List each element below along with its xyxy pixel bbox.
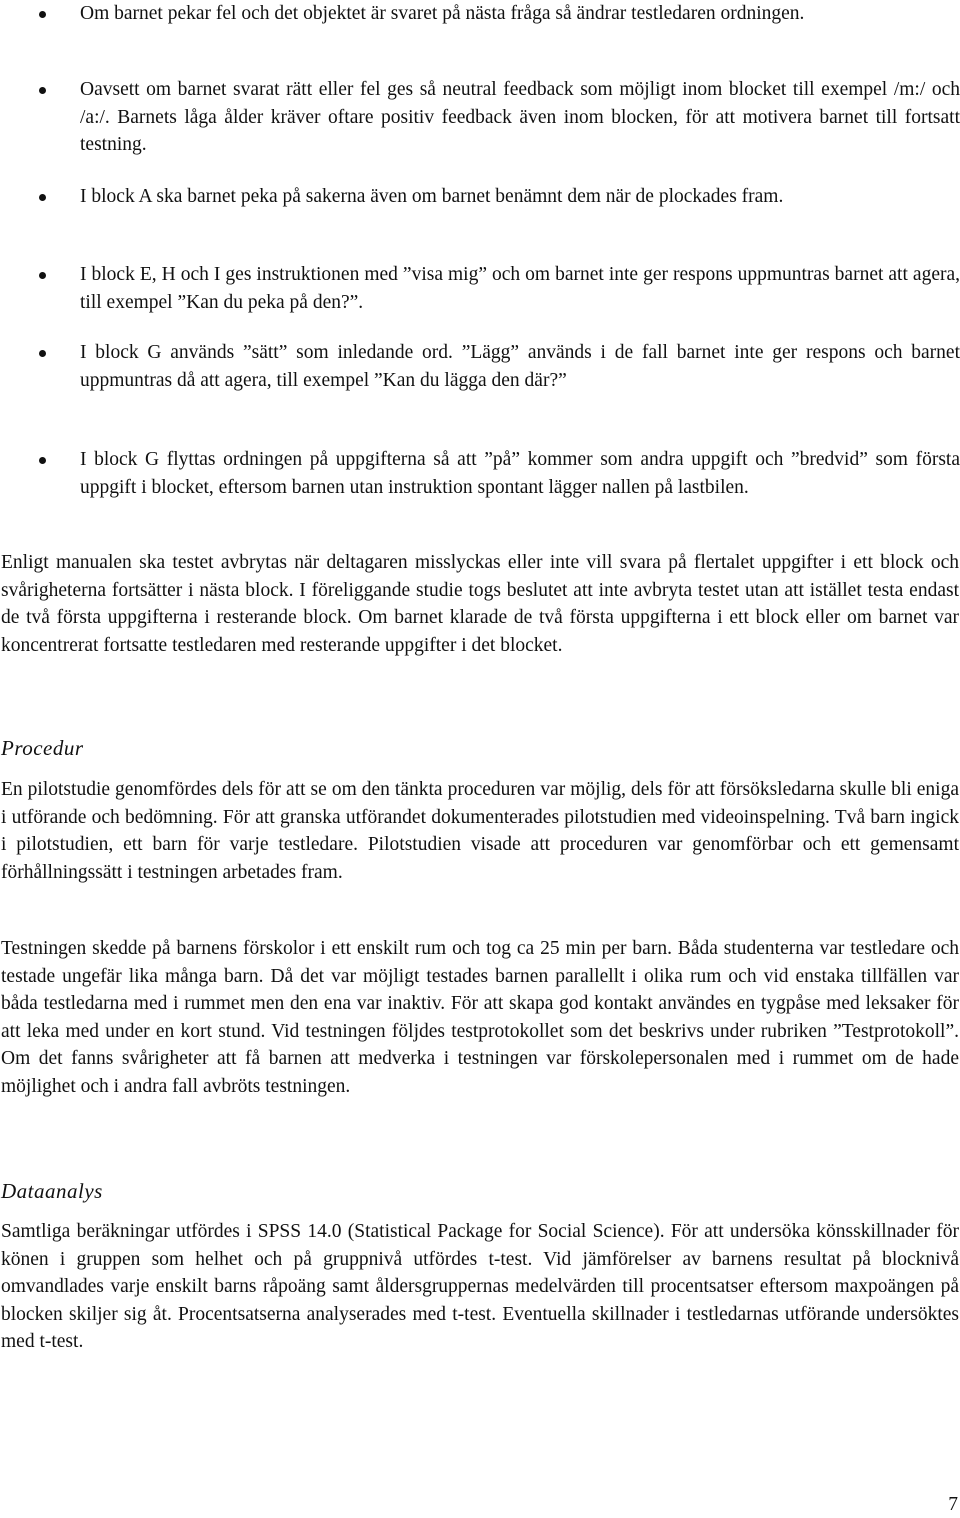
paragraph-testing: Testningen skedde på barnens förskolor i ett enskilt rum och tog ca 25 min per barn. Båda studenterna var testledare och testade ungefär lika många barn. Då det var möjligt testades barnen parallellt i olika rum och vid enstaka tillfällen var båda testledarna med i rummet men den ena var inaktiv. För att skapa god kontakt användes en tygpåse med leksaker för att leka med under en kort stund. Vid testningen följdes testprotokollet som det beskrivs under rubriken ”Testprotokoll”. Om det fanns svårigheter att få barnen att medverka i testningen var förskolepersonalen med i rummet om de hade möjlighet och i andra fall avbröts testningen. (1, 938, 959, 1097)
section-heading-dataanalys: Dataanalys (1, 1179, 103, 1203)
paragraph-data-analysis: Samtliga beräkningar utfördes i SPSS 14.0 (Statistical Package for Social Science). För att undersöka könsskillnader för könen i gruppen som helhet och på gruppnivå utfördes t-test. Vid jämförelser av barnens resultat på blocknivå omvandlades varje enskilt barns råpoäng samt åldersgruppernas medelvärden till procentsatser eftersom maxpoängen på blocken skiljer sig åt. Procentsatserna analyserades med t-test. Eventuella skillnader i testledarnas utförande undersöktes med t-test. (1, 1221, 959, 1352)
bullet-text: I block A ska barnet peka på sakerna även om barnet benämnt dem när de plockades fram. (80, 186, 784, 207)
paragraph-abort-rules: Enligt manualen ska testet avbrytas när deltagaren misslyckas eller inte vill svara på flertalet uppgifter i ett block och svårigheterna fortsätter i nästa block. I föreliggande studie togs beslutet att inte avbryta testet utan att istället testa endast de två första uppgifterna i resterande block. Om barnet klarade de två första uppgifterna i ett block eller om barnet var koncentrerat fortsatte testledaren med resterande uppgifter i det blocket. (1, 552, 959, 656)
bullet-text: Om barnet pekar fel och det objektet är svaret på nästa fråga så ändrar testledaren ordningen. (80, 3, 805, 24)
bullet-item (80, 339, 960, 394)
bullet-item (80, 183, 960, 211)
bullet-dot-icon (39, 194, 46, 201)
bullet-text: I block G används ”sätt” som inledande ord. ”Lägg” används i de fall barnet inte ger respons och barnet uppmuntras då att agera, till exempel ”Kan du lägga den där?” (80, 342, 960, 391)
section-heading-procedur: Procedur (1, 736, 84, 760)
bullet-dot-icon (39, 350, 46, 357)
bullet-text: I block G flyttas ordningen på uppgifterna så att ”på” kommer som andra uppgift och ”bredvid” som första uppgift i blocket, eftersom barnen utan instruktion spontant lägger nallen på lastbilen. (80, 449, 960, 498)
bullet-item (80, 76, 960, 159)
bullet-text: Oavsett om barnet svarat rätt eller fel ges så neutral feedback som möjligt inom blocket till exempel /m:/ och /a:/. Barnets låga ålder kräver oftare positiv feedback även inom blocken, för att motivera barnet till fortsatt testning. (80, 79, 960, 155)
page-number: 7 (948, 1494, 958, 1515)
bullet-dot-icon (39, 11, 46, 18)
paragraph-pilot-study: En pilotstudie genomfördes dels för att se om den tänkta proceduren var möjlig, dels för att försöksledarna skulle bli eniga i utförande och bedömning. För att granska utförandet dokumenterades pilotstudien med videoinspelning. Två barn ingick i pilotstudien, ett barn för varje testledare. Pilotstudien visade att proceduren var genomförbar och ett gemensamt förhållningssätt i testningen arbetades fram. (1, 779, 959, 883)
bullet-item (80, 446, 960, 501)
bullet-dot-icon (39, 457, 46, 464)
bullet-dot-icon (39, 272, 46, 279)
bullet-item (80, 0, 960, 28)
bullet-item (80, 261, 960, 316)
bullet-text: I block E, H och I ges instruktionen med ”visa mig” och om barnet inte ger respons uppmuntras barnet att agera, till exempel ”Kan du peka på den?”. (80, 264, 960, 313)
bullet-dot-icon (39, 87, 46, 94)
